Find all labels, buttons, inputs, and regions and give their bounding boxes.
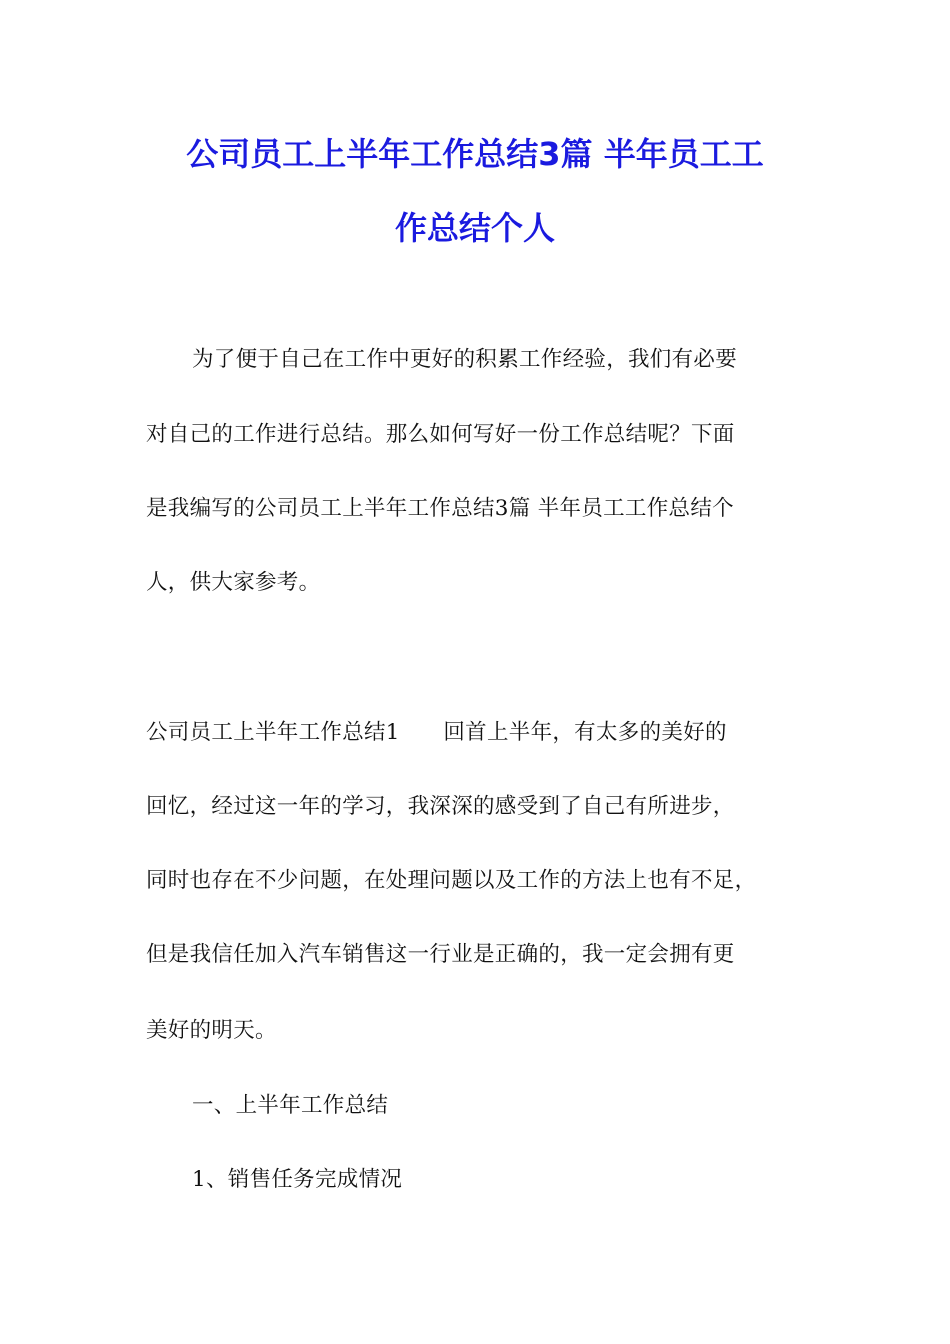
document-title-line-2: 作总结个人 <box>394 209 555 247</box>
section-heading: 一、上半年工作总结 <box>192 1093 389 1118</box>
intro-paragraph-line-1: 为了便于自己在工作中更好的积累工作经验，我们有必要 <box>192 347 738 372</box>
intro-paragraph-line-2: 对自己的工作进行总结。那么如何写好一份工作总结呢？下面 <box>146 422 735 447</box>
section1-paragraph-line-4: 但是我信任加入汽车销售这一行业是正确的，我一定会拥有更 <box>146 942 735 967</box>
intro-paragraph-line-3: 是我编写的公司员工上半年工作总结3篇 半年员工工作总结个 <box>146 496 734 521</box>
subsection-heading: 1、销售任务完成情况 <box>192 1167 403 1192</box>
section1-paragraph-line-1: 公司员工上半年工作总结1 回首上半年，有太多的美好的 <box>146 720 727 745</box>
section1-paragraph-line-5: 美好的明天。 <box>146 1018 277 1043</box>
section1-paragraph-line-3: 同时也存在不少问题，在处理问题以及工作的方法上也有不足， <box>146 868 757 893</box>
document-title-line-1: 公司员工上半年工作总结3篇 半年员工工 <box>186 135 764 173</box>
section1-paragraph-line-2: 回忆，经过这一年的学习，我深深的感受到了自己有所进步， <box>146 794 735 819</box>
intro-paragraph-line-4: 人，供大家参考。 <box>146 570 321 595</box>
